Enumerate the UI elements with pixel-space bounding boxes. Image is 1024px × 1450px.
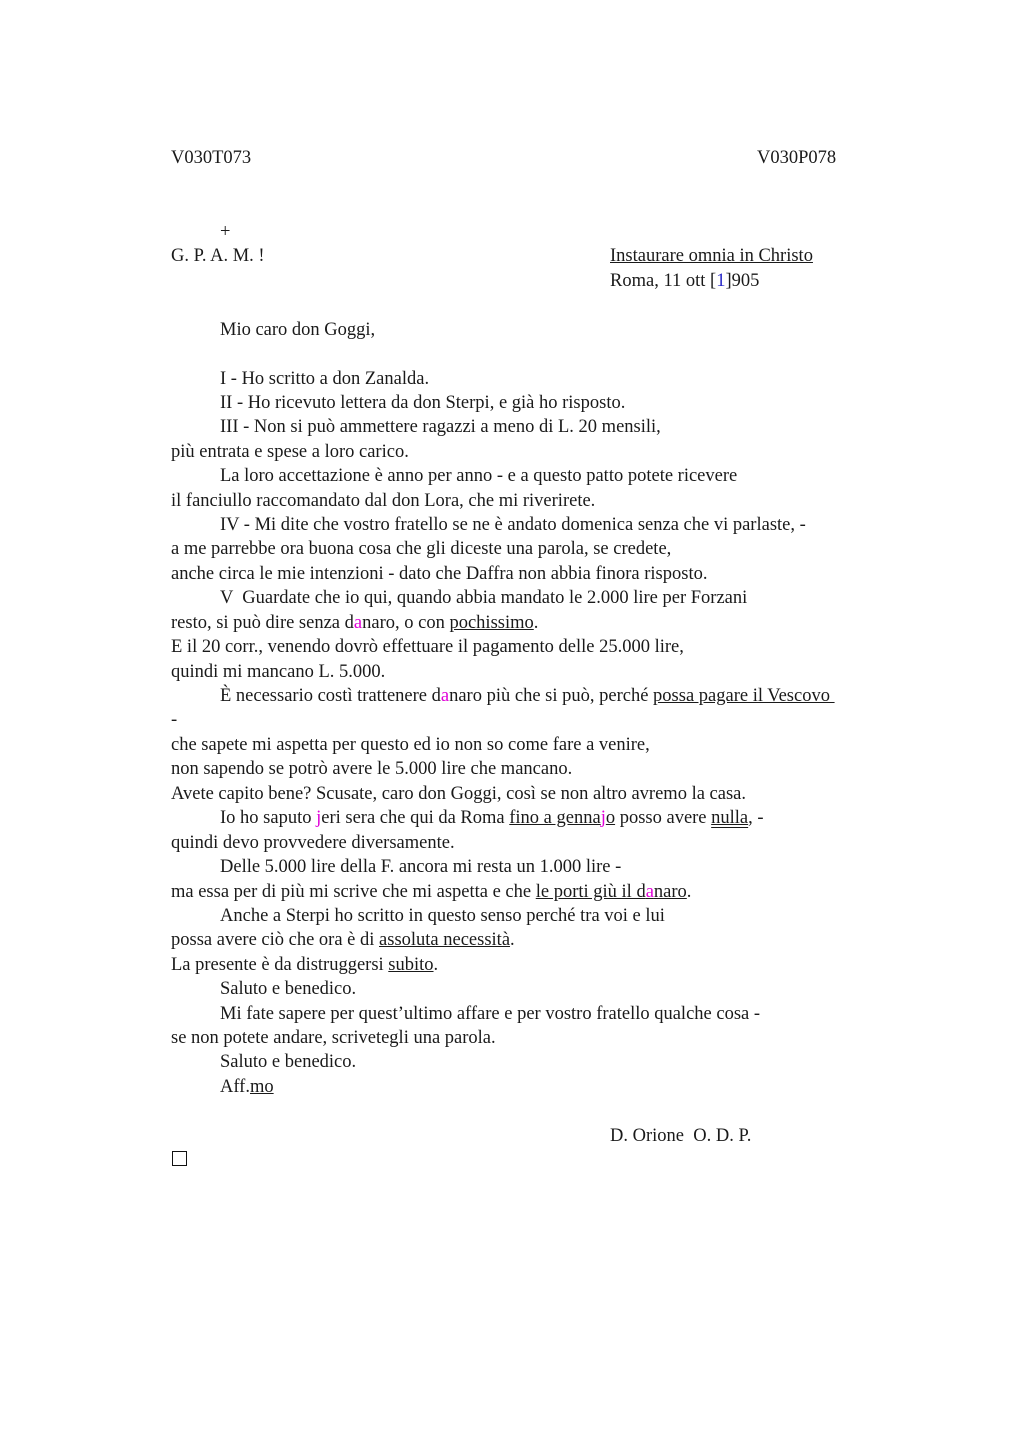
text-run: le porti giù il d: [535, 882, 646, 902]
text-run: eri sera che qui da Roma: [321, 808, 510, 828]
editorial-digit: 1: [716, 271, 726, 291]
underlined-word: subito: [388, 955, 434, 975]
body-line: [220, 806, 764, 830]
text-run: , -: [748, 808, 764, 828]
header-left-code: V030T073: [171, 148, 252, 168]
text-run: ma essa per di più mi scrive che mi aspetta e che: [171, 882, 536, 902]
bracket-open: [: [710, 271, 717, 291]
text-run: .: [433, 955, 439, 975]
text-run: possa avere ciò che ora è di: [171, 930, 380, 950]
body-line: non sapendo se potrò avere le 5.000 lire che mancano.: [171, 759, 573, 779]
body-line: quindi devo provvedere diversamente.: [171, 833, 455, 853]
body-line: se non potete andare, scrivetegli una parola.: [171, 1028, 496, 1048]
body-line: Delle 5.000 lire della F. ancora mi resta un 1.000 lire -: [220, 857, 622, 877]
highlighted-letter: a: [645, 882, 654, 902]
underlined-phrase: possa pagare il Vescovo: [653, 686, 835, 706]
signature: D. Orione O. D. P.: [610, 1126, 752, 1146]
checkbox-icon: [172, 1151, 187, 1166]
text-run: naro più che si può, perché: [449, 686, 654, 706]
underlined-phrase: [509, 808, 615, 828]
body-line: III - Non si può ammettere ragazzi a meno di L. 20 mensili,: [220, 417, 661, 437]
highlighted-letter: j: [600, 808, 606, 828]
body-line: Mi fate sapere per quest’ultimo affare e per vostro fratello qualche cosa -: [220, 1004, 761, 1024]
body-line: [171, 953, 438, 977]
text-run: Io ho saputo: [220, 808, 317, 828]
bracket-close: ]: [725, 271, 732, 291]
text-run: .: [686, 882, 692, 902]
motto: Instaurare omnia in Christo: [610, 246, 813, 266]
body-line: -: [171, 710, 178, 730]
text-run: o: [605, 808, 616, 828]
cross-mark: +: [220, 222, 231, 242]
text-run: resto, si può dire senza d: [171, 613, 354, 633]
salutation: Mio caro don Goggi,: [220, 320, 376, 340]
body-line: IV - Mi dite che vostro fratello se ne è andato domenica senza che vi parlaste, -: [220, 515, 806, 535]
body-line: E il 20 corr., venendo dovrò effettuare il pagamento delle 25.000 lire,: [171, 637, 684, 657]
body-line: Avete capito bene? Scusate, caro don Goggi, così se non altro avremo la casa.: [171, 784, 746, 804]
body-line: Anche a Sterpi ho scritto in questo senso perché tra voi e lui: [220, 906, 665, 926]
place-date-post: 905: [731, 271, 760, 291]
body-line: [171, 611, 538, 635]
underlined-phrase: assoluta necessità: [379, 930, 511, 950]
place-date-pre: Roma, 11 ott: [610, 271, 711, 291]
body-line: il fanciullo raccomandato dal don Lora, che mi riverirete.: [171, 491, 596, 511]
text-run: naro, o con: [362, 613, 450, 633]
text-run: Aff.: [220, 1077, 250, 1097]
body-line: anche circa le mie intenzioni - dato che Daffra non abbia finora risposto.: [171, 564, 708, 584]
text-run: posso avere: [615, 808, 712, 828]
body-line: La loro accettazione è anno per anno - e a questo patto potete ricevere: [220, 466, 738, 486]
highlighted-letter: a: [353, 613, 363, 633]
underlined-word: pochissimo: [449, 613, 534, 633]
text-run: .: [510, 930, 515, 950]
double-underlined-word: nulla: [711, 808, 749, 828]
text-run: fino a genna: [509, 808, 601, 828]
body-line: [171, 880, 691, 904]
text-run: È necessario costì trattenere d: [220, 686, 441, 706]
body-line: II - Ho ricevuto lettera da don Sterpi, e già ho risposto.: [220, 393, 626, 413]
invocation: G. P. A. M. !: [171, 246, 265, 266]
body-line: [171, 928, 515, 952]
body-line: [220, 684, 835, 708]
body-line: più entrata e spese a loro carico.: [171, 442, 409, 462]
text-run: .: [533, 613, 539, 633]
body-line: che sapete mi aspetta per questo ed io non so come fare a venire,: [171, 735, 650, 755]
highlighted-letter: a: [440, 686, 450, 706]
body-line: Saluto e benedico.: [220, 1052, 357, 1072]
highlighted-letter: j: [316, 808, 322, 828]
closing: [220, 1075, 274, 1099]
text-run: La presente è da distruggersi: [171, 955, 389, 975]
text-run: naro: [653, 882, 687, 902]
place-date: [610, 269, 759, 293]
underlined-phrase: [536, 882, 687, 902]
body-line: Saluto e benedico.: [220, 979, 357, 999]
body-line: V Guardate che io qui, quando abbia mandato le 2.000 lire per Forzani: [220, 588, 748, 608]
body-line: I - Ho scritto a don Zanalda.: [220, 369, 430, 389]
header-right-code: V030P078: [757, 148, 837, 168]
body-line: quindi mi mancano L. 5.000.: [171, 662, 386, 682]
underlined-word: mo: [249, 1077, 274, 1097]
body-line: a me parrebbe ora buona cosa che gli diceste una parola, se credete,: [171, 539, 672, 559]
